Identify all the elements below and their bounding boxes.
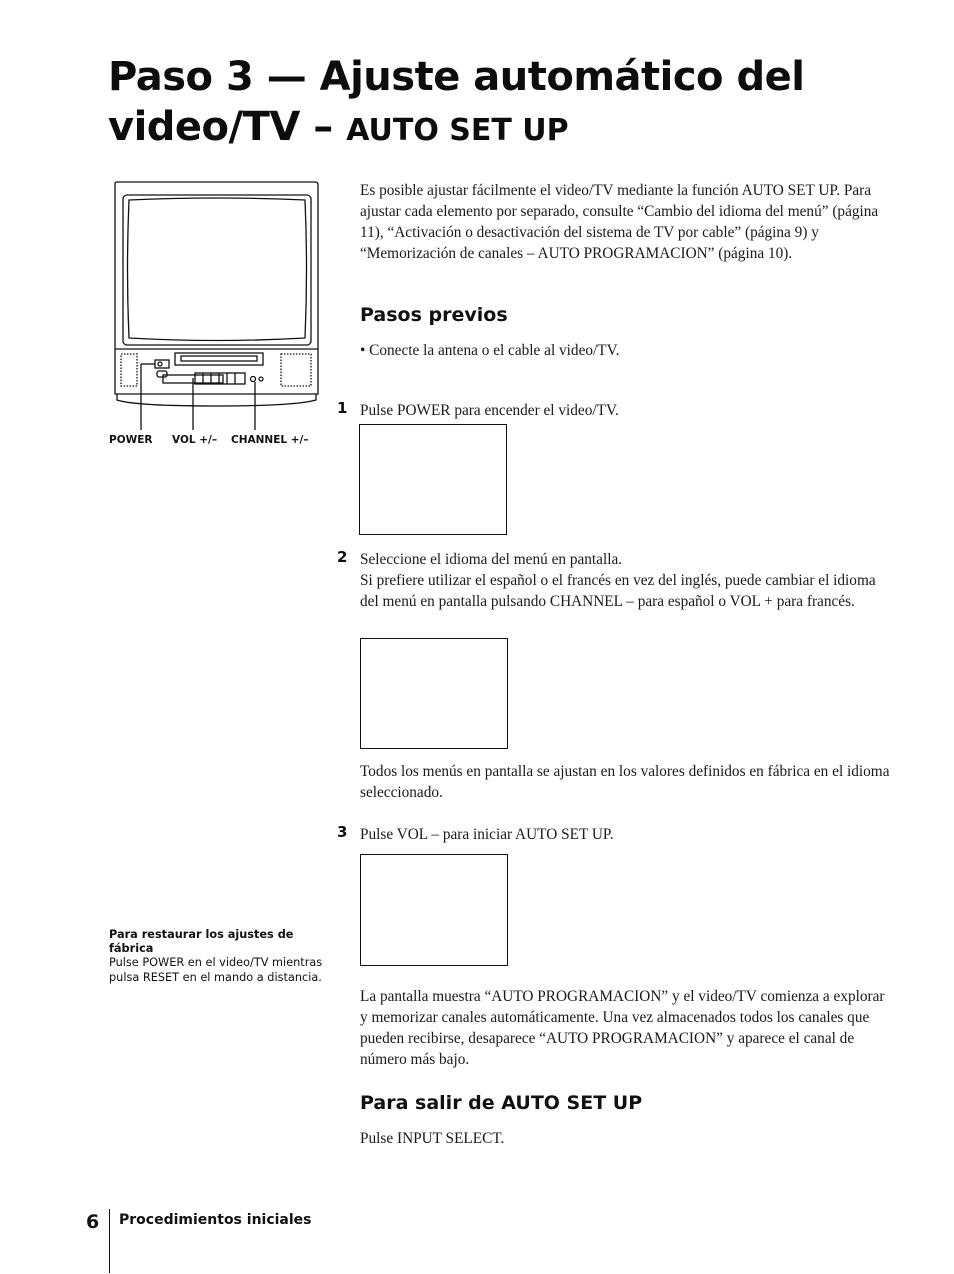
page-title bbox=[108, 52, 928, 156]
step-2-text-rest: Si prefiere utilizar el español o el francés en vez del inglés, puede cambiar el idioma del menú en pantalla pulsando CHANNEL – para español o VOL + para francés. bbox=[360, 572, 876, 610]
step-1-number: 1 bbox=[337, 399, 348, 417]
tv-label-channel: CHANNEL +/– bbox=[231, 434, 309, 446]
step-2-text-line1: Seleccione el idioma del menú en pantalla. bbox=[360, 551, 623, 568]
step-2-text bbox=[360, 549, 895, 612]
step-3-number: 3 bbox=[337, 823, 348, 841]
step-1-screen-box bbox=[359, 424, 507, 535]
after-step-3-paragraph: La pantalla muestra “AUTO PROGRAMACION” y el video/TV comienza a explorar y memorizar canales automáticamente. Una vez almacenados todos los canales que pueden recibirse, desaparece “AUTO PROGRAMACION” y aparece el canal de número más bajo. bbox=[360, 988, 885, 1068]
page-number: 6 bbox=[86, 1211, 100, 1233]
restore-note-body: Pulse POWER en el video/TV mientras pulsa RESET en el mando a distancia. bbox=[109, 956, 323, 984]
tv-illustration bbox=[105, 178, 325, 433]
step-3-text: Pulse VOL – para iniciar AUTO SET UP. bbox=[360, 826, 614, 843]
intro-paragraph: Es posible ajustar fácilmente el video/TV mediante la función AUTO SET UP. Para ajustar cada elemento por separado, consulte “Cambio del idioma del menú” (página 11), “Activación o desactivación del sistema de TV por cable” (página 9) y “Memorización de canales – AUTO PROGRAMACION” (página 10). bbox=[360, 182, 879, 262]
page-title-line1: Paso 3 — Ajuste automático del bbox=[108, 54, 805, 100]
restore-note bbox=[109, 928, 324, 985]
footer-divider bbox=[109, 1209, 110, 1273]
step-2-screen-box bbox=[360, 638, 508, 749]
step-2-number: 2 bbox=[337, 548, 348, 566]
salir-heading: Para salir de AUTO SET UP bbox=[360, 1092, 643, 1114]
tv-label-vol: VOL +/– bbox=[172, 434, 218, 446]
step-3-screen-box bbox=[360, 854, 508, 966]
restore-note-title: Para restaurar los ajustes de fábrica bbox=[109, 928, 294, 955]
pasos-previos-bullet: • Conecte la antena o el cable al video/TV. bbox=[360, 342, 620, 359]
step-1-text: Pulse POWER para encender el video/TV. bbox=[360, 402, 619, 419]
pasos-previos-heading: Pasos previos bbox=[360, 304, 508, 326]
tv-label-power: POWER bbox=[109, 434, 153, 446]
page-title-line2: video/TV – AUTO SET UP bbox=[108, 104, 569, 150]
auto-set-up-caps: AUTO SET UP bbox=[346, 113, 569, 148]
after-step-2-paragraph: Todos los menús en pantalla se ajustan en los valores definidos en fábrica en el idioma seleccionado. bbox=[360, 763, 890, 801]
footer-section-title: Procedimientos iniciales bbox=[119, 1212, 312, 1228]
salir-text: Pulse INPUT SELECT. bbox=[360, 1130, 505, 1147]
